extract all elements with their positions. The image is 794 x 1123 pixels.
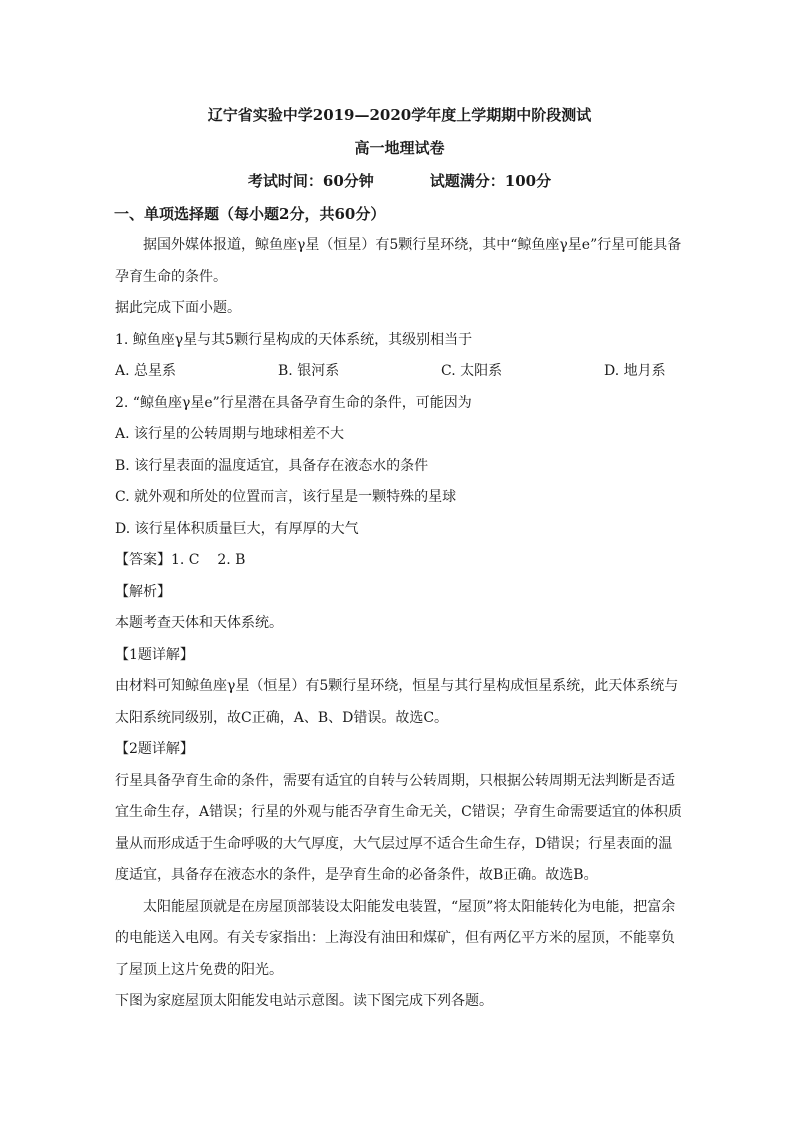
analysis-label: 【解析】 bbox=[115, 583, 171, 600]
question-2-stem: 2. “鲸鱼座γ星e”行星潜在具备孕育生命的条件，可能因为 bbox=[115, 394, 472, 411]
section-title: 一、单项选择题（每小题2分，共60分） bbox=[114, 205, 386, 223]
exam-score: 试题满分：100分 bbox=[429, 172, 552, 190]
answer-text: 1. C 2. B bbox=[171, 552, 246, 568]
q2-analysis-label: 【2题详解】 bbox=[115, 741, 194, 757]
option-c: C. 太阳系 bbox=[441, 363, 503, 379]
material-paragraph: 据国外媒体报道，鲸鱼座γ星（恒星）有5颗行星环绕，其中“鲸鱼座γ星e”行星可能具备孕育生命的条件。 bbox=[115, 237, 682, 285]
analysis-intro: 本题考查天体和天体系统。 bbox=[115, 615, 283, 631]
answer-label: 【答案】 bbox=[115, 552, 171, 568]
exam-time: 考试时间：60分钟 bbox=[247, 172, 374, 190]
exam-header bbox=[115, 104, 684, 191]
option-a: A. 该行星的公转周期与地球相差不大 bbox=[115, 426, 345, 442]
question-1-stem: 1. 鲸鱼座γ星与其5颗行星构成的天体系统，其级别相当于 bbox=[115, 331, 473, 348]
material-prompt: 下图为家庭屋顶太阳能发电站示意图。读下图完成下列各题。 bbox=[115, 993, 493, 1009]
material-paragraph: 太阳能屋顶就是在房屋顶部装设太阳能发电装置，“屋顶”将太阳能转化为电能，把富余的电能送入电网。有关专家指出：上海没有油田和煤矿，但有两亿平方米的屋顶，不能辜负了屋顶上这片免费的阳光。 bbox=[115, 898, 676, 978]
exam-title: 辽宁省实验中学2019—2020学年度上学期期中阶段测试 bbox=[207, 106, 592, 124]
option-d: D. 地月系 bbox=[604, 363, 666, 379]
q1-analysis-label: 【1题详解】 bbox=[115, 646, 194, 663]
option-d: D. 该行星体积质量巨大，有厚厚的大气 bbox=[115, 520, 359, 537]
q2-analysis-text: 行星具备孕育生命的条件，需要有适宜的自转与公转周期，只根据公转周期无法判断是否适宜生命生存，A错误；行星的外观与能否孕育生命无关，C错误；孕育生命需要适宜的体积质量从而形成适于生命呼吸的大气厚度，大气层过厚不适合生命生存，D错误；行星表面的温度适宜，具备存在液态水的条件，是孕育生命的必备条件，故B正确。故选B。 bbox=[115, 772, 682, 883]
exam-subtitle: 高一地理试卷 bbox=[354, 139, 445, 157]
exam-meta bbox=[115, 170, 684, 191]
option-b: B. 银河系 bbox=[278, 363, 340, 379]
option-a: A. 总星系 bbox=[115, 363, 177, 379]
option-b: B. 该行星表面的温度适宜，具备存在液态水的条件 bbox=[115, 457, 429, 474]
answer-line bbox=[115, 545, 684, 577]
question-1-options bbox=[115, 356, 684, 388]
option-c: C. 就外观和所处的位置而言，该行星是一颗特殊的星球 bbox=[115, 489, 457, 505]
q1-analysis-text: 由材料可知鲸鱼座γ星（恒星）有5颗行星环绕，恒星与其行星构成恒星系统，此天体系统与太阳系统同级别，故C正确，A、B、D错误。故选C。 bbox=[115, 678, 679, 726]
material-prompt: 据此完成下面小题。 bbox=[115, 300, 241, 316]
